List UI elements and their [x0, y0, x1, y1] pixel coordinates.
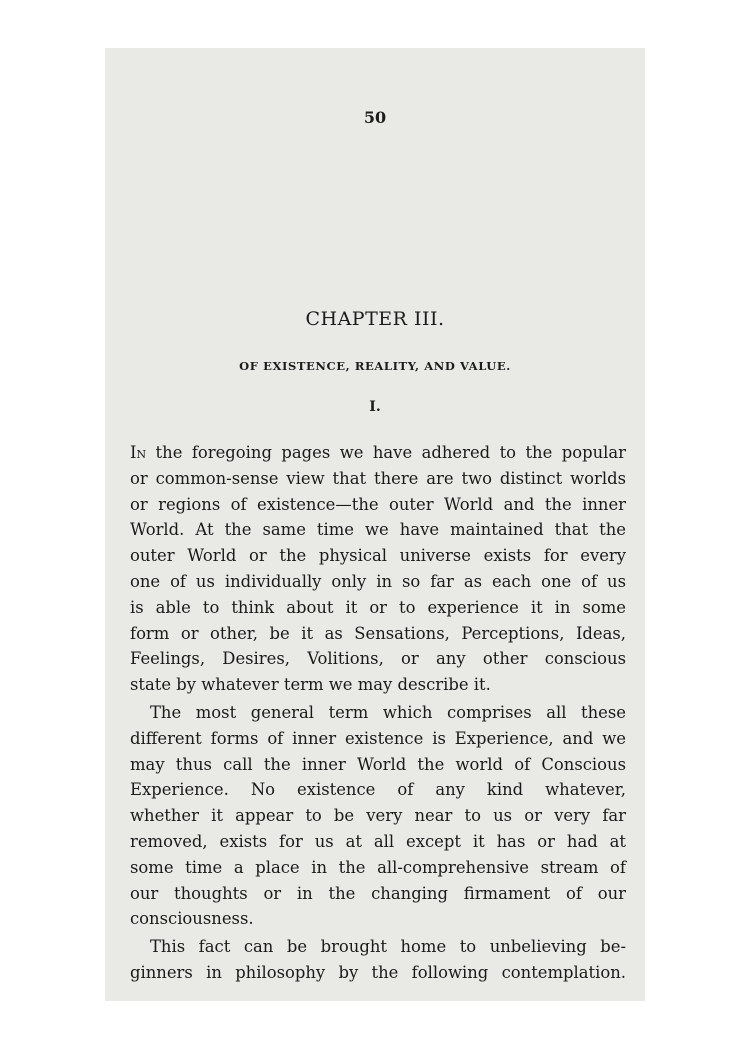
text-line: Feelings, Desires, Volitions, or any other conscious: [130, 649, 626, 669]
text-line: removed, exists for us at all except it has or had at: [130, 831, 626, 851]
text-line: or regions of existence—the outer World and the inner: [130, 494, 626, 514]
text-line: may thus call the inner World the world of Conscious: [130, 754, 626, 774]
text-line: one of us individually only in so far as each one of us: [130, 571, 626, 591]
text-line: form or other, be it as Sensations, Perceptions, Ideas,: [130, 623, 626, 643]
text-line: or common-sense view that there are two distinct worlds: [130, 468, 626, 488]
text-line: World. At the same time we have maintained that the: [130, 520, 626, 540]
text-line: This fact can be brought home to unbelieving be-: [150, 937, 626, 957]
body-text: [130, 440, 626, 986]
paragraph-1: [130, 440, 626, 698]
section-number: I.: [369, 399, 381, 415]
paragraph-3: [130, 934, 626, 986]
text-line: our thoughts or in the changing firmament of our: [130, 883, 626, 903]
text-line: Experience. No existence of any kind whatever,: [130, 780, 626, 800]
text-line: consciousness.: [130, 909, 254, 929]
text-line: is able to think about it or to experience it in some: [130, 597, 626, 617]
text-line: some time a place in the all-comprehensive stream of: [130, 857, 626, 877]
paragraph-2: [130, 700, 626, 932]
text-line: different forms of inner existence is Experience, and we: [130, 728, 626, 748]
text-line: ginners in philosophy by the following contemplation.: [130, 962, 626, 982]
text-line: outer World or the physical universe exists for every: [130, 546, 626, 566]
chapter-title: CHAPTER III.: [305, 308, 445, 330]
text-line: whether it appear to be very near to us or very far: [130, 806, 626, 826]
text-line: In the foregoing pages we have adhered to the popular: [130, 443, 626, 462]
chapter-subtitle: OF EXISTENCE, REALITY, AND VALUE.: [239, 359, 511, 373]
text-line: state by whatever term we may describe it.: [130, 675, 491, 695]
page-number: 50: [363, 108, 387, 127]
text-line: The most general term which comprises all these: [150, 702, 626, 722]
book-page: [105, 48, 645, 1001]
